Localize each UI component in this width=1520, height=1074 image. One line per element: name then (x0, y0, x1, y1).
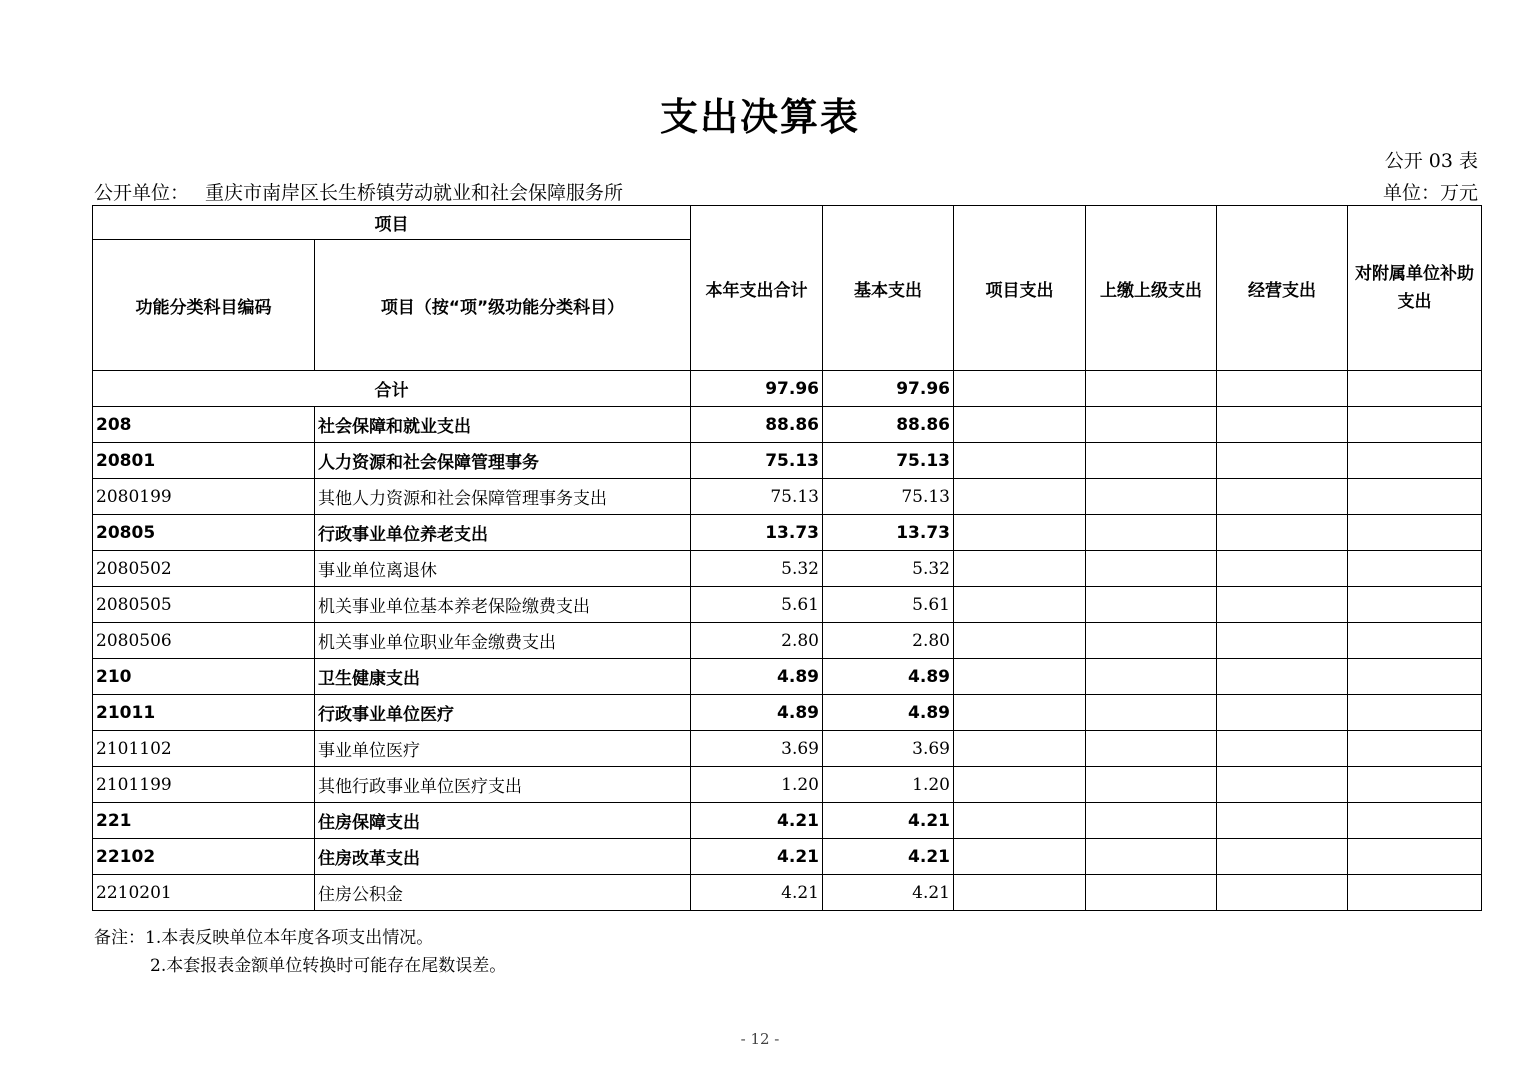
notes (94, 924, 506, 980)
row-name: 机关事业单位职业年金缴费支出 (315, 623, 691, 659)
row-project-exp (954, 407, 1086, 443)
row-upper (1086, 479, 1217, 515)
row-business (1217, 803, 1348, 839)
row-basic: 4.21 (823, 839, 954, 875)
total-project-exp (954, 371, 1086, 407)
row-name: 行政事业单位医疗 (315, 695, 691, 731)
row-code: 210 (93, 659, 315, 695)
row-name: 事业单位离退休 (315, 551, 691, 587)
row-basic: 75.13 (823, 479, 954, 515)
total-basic: 97.96 (823, 371, 954, 407)
row-upper (1086, 407, 1217, 443)
row-code: 21011 (93, 695, 315, 731)
total-upper (1086, 371, 1217, 407)
total-amount: 97.96 (691, 371, 823, 407)
row-subsidy (1348, 407, 1482, 443)
row-subsidy (1348, 875, 1482, 911)
row-total: 5.61 (691, 587, 823, 623)
page-number: - 12 - (740, 1030, 780, 1048)
row-subsidy (1348, 515, 1482, 551)
row-business (1217, 695, 1348, 731)
row-total: 13.73 (691, 515, 823, 551)
row-business (1217, 731, 1348, 767)
row-business (1217, 659, 1348, 695)
row-name: 住房公积金 (315, 875, 691, 911)
row-business (1217, 767, 1348, 803)
note-2: 2.本套报表金额单位转换时可能存在尾数误差。 (150, 956, 507, 976)
row-upper (1086, 839, 1217, 875)
row-upper (1086, 515, 1217, 551)
row-project-exp (954, 767, 1086, 803)
row-basic: 13.73 (823, 515, 954, 551)
table-row (93, 479, 1482, 515)
row-subsidy (1348, 443, 1482, 479)
row-total: 4.89 (691, 659, 823, 695)
table-row (93, 803, 1482, 839)
row-total: 2.80 (691, 623, 823, 659)
row-code: 2080505 (93, 587, 315, 623)
row-project-exp (954, 803, 1086, 839)
row-total: 75.13 (691, 443, 823, 479)
row-basic: 5.61 (823, 587, 954, 623)
row-basic: 2.80 (823, 623, 954, 659)
row-code: 2080502 (93, 551, 315, 587)
table-row (93, 659, 1482, 695)
row-project-exp (954, 695, 1086, 731)
row-total: 4.21 (691, 839, 823, 875)
table-row (93, 407, 1482, 443)
row-business (1217, 875, 1348, 911)
row-name: 卫生健康支出 (315, 659, 691, 695)
table-row (93, 839, 1482, 875)
form-number: 公开 03 表 (1384, 150, 1478, 172)
row-subsidy (1348, 695, 1482, 731)
row-total: 88.86 (691, 407, 823, 443)
table-row (93, 443, 1482, 479)
row-name: 事业单位医疗 (315, 731, 691, 767)
table-row (93, 695, 1482, 731)
row-basic: 4.89 (823, 695, 954, 731)
row-subsidy (1348, 767, 1482, 803)
row-upper (1086, 587, 1217, 623)
row-subsidy (1348, 731, 1482, 767)
row-project-exp (954, 875, 1086, 911)
reporting-unit (94, 178, 623, 205)
row-basic: 5.32 (823, 551, 954, 587)
row-business (1217, 443, 1348, 479)
total-subsidy (1348, 371, 1482, 407)
page-title: 支出决算表 (659, 95, 860, 139)
row-subsidy (1348, 803, 1482, 839)
row-subsidy (1348, 551, 1482, 587)
row-code: 20801 (93, 443, 315, 479)
row-code: 2101102 (93, 731, 315, 767)
row-project-exp (954, 587, 1086, 623)
row-code: 2101199 (93, 767, 315, 803)
header-code: 功能分类科目编码 (93, 240, 315, 371)
row-name: 住房保障支出 (315, 803, 691, 839)
row-upper (1086, 659, 1217, 695)
header-total: 本年支出合计 (691, 206, 823, 371)
row-subsidy (1348, 839, 1482, 875)
row-name: 其他行政事业单位医疗支出 (315, 767, 691, 803)
header-name: 项目（按“项”级功能分类科目） (315, 240, 691, 371)
row-code: 20805 (93, 515, 315, 551)
row-name: 社会保障和就业支出 (315, 407, 691, 443)
row-subsidy (1348, 587, 1482, 623)
row-business (1217, 839, 1348, 875)
row-name: 人力资源和社会保障管理事务 (315, 443, 691, 479)
row-upper (1086, 443, 1217, 479)
row-basic: 1.20 (823, 767, 954, 803)
row-basic: 4.21 (823, 875, 954, 911)
total-business (1217, 371, 1348, 407)
money-unit: 单位：万元 (1382, 182, 1478, 204)
row-project-exp (954, 731, 1086, 767)
row-business (1217, 515, 1348, 551)
row-name: 住房改革支出 (315, 839, 691, 875)
row-project-exp (954, 443, 1086, 479)
row-upper (1086, 767, 1217, 803)
row-name: 行政事业单位养老支出 (315, 515, 691, 551)
table-row (93, 515, 1482, 551)
table-row (93, 767, 1482, 803)
row-basic: 75.13 (823, 443, 954, 479)
header-subsidy: 对附属单位补助支出 (1348, 206, 1482, 371)
row-code: 2080199 (93, 479, 315, 515)
row-subsidy (1348, 479, 1482, 515)
row-project-exp (954, 659, 1086, 695)
row-code: 22102 (93, 839, 315, 875)
header-basic: 基本支出 (823, 206, 954, 371)
row-code: 221 (93, 803, 315, 839)
header-upper: 上缴上级支出 (1086, 206, 1217, 371)
row-basic: 4.89 (823, 659, 954, 695)
row-project-exp (954, 551, 1086, 587)
row-name: 机关事业单位基本养老保险缴费支出 (315, 587, 691, 623)
row-business (1217, 587, 1348, 623)
note-1: 备注：1.本表反映单位本年度各项支出情况。 (94, 928, 434, 948)
row-upper (1086, 551, 1217, 587)
row-total: 1.20 (691, 767, 823, 803)
row-upper (1086, 695, 1217, 731)
row-upper (1086, 803, 1217, 839)
table-row (93, 623, 1482, 659)
row-total: 3.69 (691, 731, 823, 767)
row-subsidy (1348, 623, 1482, 659)
row-business (1217, 479, 1348, 515)
header-project-exp: 项目支出 (954, 206, 1086, 371)
row-code: 208 (93, 407, 315, 443)
row-upper (1086, 623, 1217, 659)
expenditure-table (92, 205, 1482, 911)
row-business (1217, 623, 1348, 659)
header-business: 经营支出 (1217, 206, 1348, 371)
row-total: 4.21 (691, 875, 823, 911)
row-project-exp (954, 623, 1086, 659)
row-total: 75.13 (691, 479, 823, 515)
reporting-unit-label: 公开单位： (94, 182, 190, 204)
row-total: 4.89 (691, 695, 823, 731)
row-subsidy (1348, 659, 1482, 695)
reporting-unit-name: 重庆市南岸区长生桥镇劳动就业和社会保障服务所 (205, 182, 624, 204)
row-project-exp (954, 839, 1086, 875)
table-row (93, 731, 1482, 767)
table-row (93, 551, 1482, 587)
row-business (1217, 407, 1348, 443)
row-basic: 3.69 (823, 731, 954, 767)
table-row (93, 587, 1482, 623)
total-row (93, 371, 1482, 407)
row-basic: 88.86 (823, 407, 954, 443)
row-upper (1086, 731, 1217, 767)
total-label: 合计 (93, 371, 691, 407)
row-total: 4.21 (691, 803, 823, 839)
row-total: 5.32 (691, 551, 823, 587)
row-project-exp (954, 515, 1086, 551)
row-code: 2210201 (93, 875, 315, 911)
table-row (93, 875, 1482, 911)
row-project-exp (954, 479, 1086, 515)
row-business (1217, 551, 1348, 587)
row-basic: 4.21 (823, 803, 954, 839)
row-code: 2080506 (93, 623, 315, 659)
header-project: 项目 (93, 206, 691, 240)
row-name: 其他人力资源和社会保障管理事务支出 (315, 479, 691, 515)
row-upper (1086, 875, 1217, 911)
